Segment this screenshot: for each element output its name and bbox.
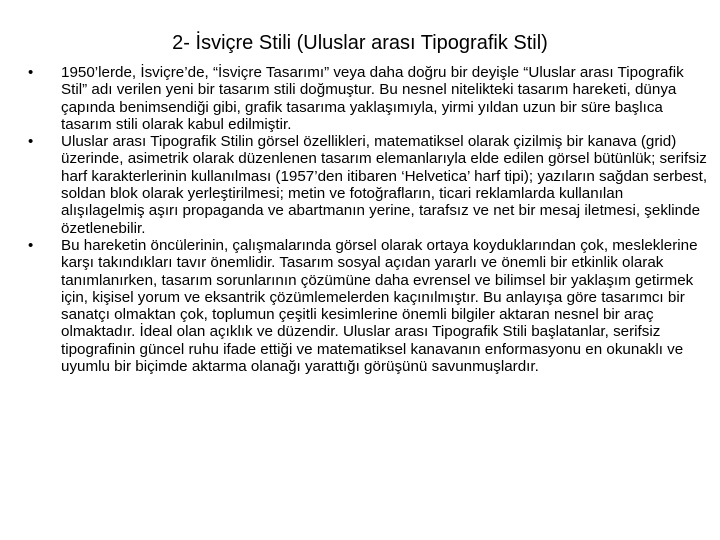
bullet-dot-icon: •: [28, 64, 34, 81]
bullet-dot-icon: •: [28, 133, 34, 151]
bullet-text: 1950’lerde, İsviçre’de, “İsviçre Tasarımı” veya daha doğru bir deyişle “Uluslar arası Tipografik Stil” adı verilen yeni bir tasarım stili doğmuştur. Bu nesnel nitelikteki tasarım hareketi, dünya çapında benimsendiği gibi, grafik tasarıma yaklaşımıyla, yirmi yıldan uzun bir süre başlıca tasarım stili olarak kabul edilmiştir.: [61, 64, 684, 133]
bullet-dot-icon: •: [28, 236, 34, 254]
bullet-list: [28, 64, 708, 375]
bullet-item: [28, 64, 708, 133]
slide-title: 2- İsviçre Stili (Uluslar arası Tipografik Stil): [172, 32, 548, 54]
bullet-text: Bu hareketin öncülerinin, çalışmalarında görsel olarak ortaya koyduklarından çok, mesleklerine karşı takındıkları tavır önemlidir. Tasarım sosyal açıdan yararlı ve önemli bir etkinlik olarak tanımlanırken, tasarım sorunlarının çözümüne daha evrensel ve bilimsel bir yaklaşım getirmek için, kişisel yorum ve eksantrik çözümlemelerden kaçınılmıştır. Bu anlayışa göre tasarımcı bir sanatçı olmaktan çok, toplumun çeşitli kesimlerine önemli bilgiler aktaran nesnel bir araç olmaktadır. İdeal olan açıklık ve düzendir. Uluslar arası Tipografik Stili başlatanlar, serifsiz tipografinin güncel ruhu ifade ettiği ve matematiksel kanavanın enformasyonu en okunaklı ve uyumlu bir biçimde aktarma olanağı yarattığı görüşünü savunmuşlardır.: [61, 236, 698, 376]
bullet-item: [28, 133, 708, 237]
bullet-text: Uluslar arası Tipografik Stilin görsel özellikleri, matematiksel olarak çizilmiş bir kanava (grid) üzerinde, asimetrik olarak düzenlenen tasarım elemanlarıyla elde edilen görsel bütünlük; serifsiz harf karakterlerinin kullanılması (1957’den itibaren ‘Helvetica’ harf tipi); yazıların sağdan serbest, soldan blok olarak yerleştirilmesi; metin ve fotoğrafların, ticari reklamlarda kullanılan alışılagelmiş aşırı propaganda ve abartmanın yerine, tarafsız ve net bir mesaj iletmesi, şeklinde özetlenebilir.: [61, 133, 708, 237]
bullet-item: [28, 237, 708, 375]
